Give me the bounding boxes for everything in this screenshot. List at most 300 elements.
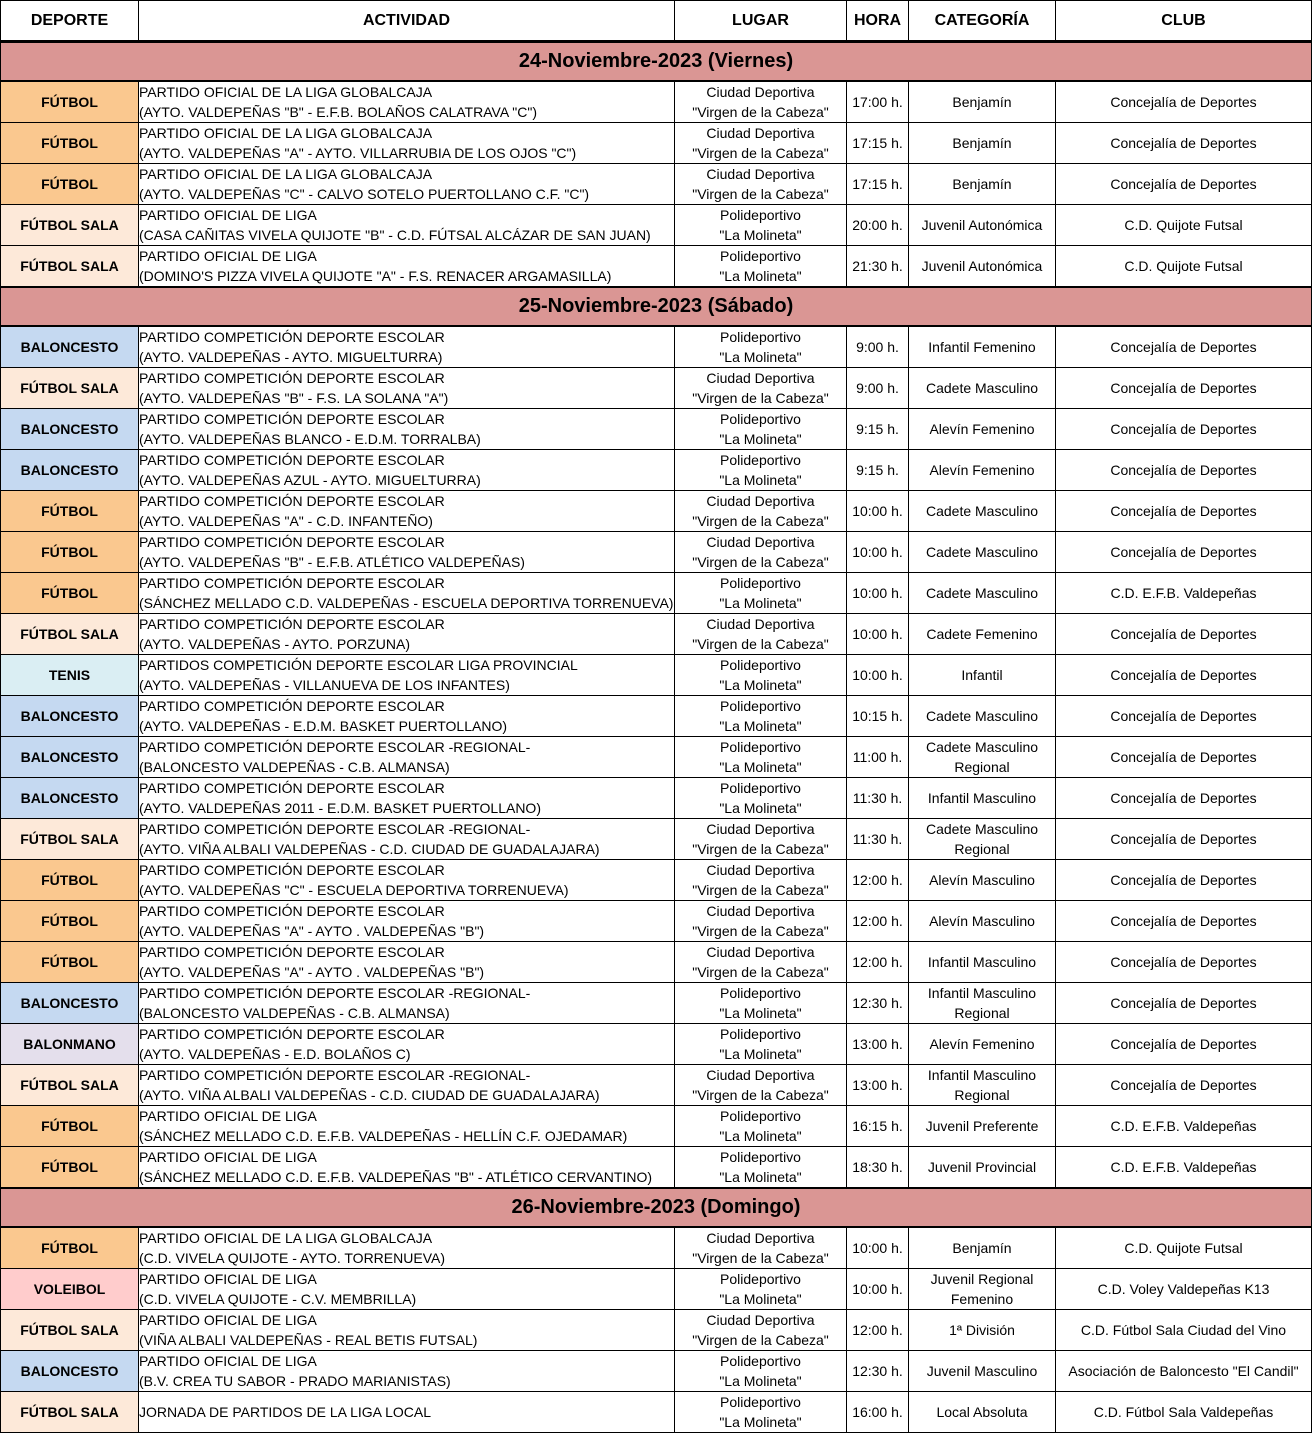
activity-line-1: PARTIDO OFICIAL DE LIGA <box>139 1271 317 1287</box>
place-line-1: Polideportivo <box>720 657 801 673</box>
place-line-2: "Virgen de la Cabeza" <box>692 841 829 857</box>
activity-line-2: (AYTO. VALDEPEÑAS 2011 - E.D.M. BASKET PUERTOLLANO) <box>139 800 541 816</box>
time-cell: 10:00 h. <box>847 1227 909 1269</box>
place-line-1: Polideportivo <box>720 575 801 591</box>
activity-cell <box>139 368 675 409</box>
activity-line-1: PARTIDO COMPETICIÓN DEPORTE ESCOLAR <box>139 780 445 796</box>
category-line-1: Benjamín <box>952 94 1012 110</box>
category-cell <box>909 614 1056 655</box>
place-line-2: "Virgen de la Cabeza" <box>692 1087 829 1103</box>
place-line-2: "Virgen de la Cabeza" <box>692 554 829 570</box>
category-cell <box>909 409 1056 450</box>
sport-cell: FÚTBOL SALA <box>1 614 139 655</box>
category-line-1: 1ª División <box>949 1322 1015 1338</box>
club-cell: Concejalía de Deportes <box>1056 123 1312 164</box>
table-row <box>1 81 1312 123</box>
activity-line-2: (AYTO. VALDEPEÑAS BLANCO - E.D.M. TORRALBA) <box>139 431 481 447</box>
activity-line-2: (BALONCESTO VALDEPEÑAS - C.B. ALMANSA) <box>139 1005 450 1021</box>
place-line-2: "Virgen de la Cabeza" <box>692 104 829 120</box>
category-cell <box>909 123 1056 164</box>
category-line-1: Juvenil Preferente <box>925 1118 1039 1134</box>
place-cell <box>675 1106 847 1147</box>
category-cell <box>909 737 1056 778</box>
place-cell <box>675 901 847 942</box>
activity-line-2: (AYTO. VALDEPEÑAS "A" - C.D. INFANTEÑO) <box>139 513 433 529</box>
place-cell <box>675 1147 847 1189</box>
table-row <box>1 573 1312 614</box>
club-cell: C.D. E.F.B. Valdepeñas <box>1056 1106 1312 1147</box>
table-row <box>1 326 1312 368</box>
category-cell <box>909 778 1056 819</box>
activity-line-1: PARTIDO COMPETICIÓN DEPORTE ESCOLAR <box>139 452 445 468</box>
activity-line-2: (AYTO. VALDEPEÑAS "C" - CALVO SOTELO PUERTOLLANO C.F. "C") <box>139 186 590 202</box>
day-title: 26-Noviembre-2023 (Domingo) <box>1 1188 1312 1227</box>
time-cell: 16:15 h. <box>847 1106 909 1147</box>
place-line-1: Polideportivo <box>720 985 801 1001</box>
category-line-2: Regional <box>954 841 1010 857</box>
place-line-1: Polideportivo <box>720 452 801 468</box>
place-line-2: "Virgen de la Cabeza" <box>692 186 829 202</box>
category-cell <box>909 696 1056 737</box>
activity-cell <box>139 450 675 491</box>
activity-cell <box>139 326 675 368</box>
club-cell: Concejalía de Deportes <box>1056 778 1312 819</box>
place-line-2: "La Molineta" <box>719 1128 802 1144</box>
header-categoria: CATEGORÍA <box>909 1 1056 42</box>
activity-line-1: PARTIDO COMPETICIÓN DEPORTE ESCOLAR <box>139 575 445 591</box>
activity-cell <box>139 1351 675 1392</box>
activity-line-2: (AYTO. VALDEPEÑAS "B" - F.S. LA SOLANA "A") <box>139 390 449 406</box>
place-line-1: Polideportivo <box>720 739 801 755</box>
activity-cell <box>139 819 675 860</box>
sport-cell: FÚTBOL <box>1 491 139 532</box>
category-cell <box>909 942 1056 983</box>
place-line-1: Polideportivo <box>720 698 801 714</box>
club-cell: Asociación de Baloncesto "El Candil" <box>1056 1351 1312 1392</box>
club-cell: Concejalía de Deportes <box>1056 326 1312 368</box>
table-row <box>1 655 1312 696</box>
club-cell: Concejalía de Deportes <box>1056 409 1312 450</box>
category-line-1: Local Absoluta <box>936 1404 1028 1420</box>
place-line-2: "La Molineta" <box>719 1005 802 1021</box>
time-cell: 18:30 h. <box>847 1147 909 1189</box>
sport-cell: FÚTBOL <box>1 1106 139 1147</box>
category-line-1: Cadete Masculino <box>925 503 1039 519</box>
activity-cell <box>139 655 675 696</box>
activity-line-1: PARTIDO COMPETICIÓN DEPORTE ESCOLAR <box>139 698 445 714</box>
place-line-2: "Virgen de la Cabeza" <box>692 1332 829 1348</box>
place-line-2: "La Molineta" <box>719 1291 802 1307</box>
category-line-1: Cadete Masculino <box>925 708 1039 724</box>
day-header-row <box>1 1188 1312 1227</box>
category-line-1: Infantil Masculino <box>927 790 1037 806</box>
table-row <box>1 860 1312 901</box>
category-line-1: Infantil Masculino <box>927 1067 1037 1083</box>
activity-cell <box>139 532 675 573</box>
activity-line-1: PARTIDO COMPETICIÓN DEPORTE ESCOLAR -REGIONAL- <box>139 985 531 1001</box>
table-row <box>1 532 1312 573</box>
activity-cell <box>139 1227 675 1269</box>
category-line-1: Benjamín <box>952 1240 1012 1256</box>
category-line-1: Cadete Femenino <box>926 626 1038 642</box>
club-cell: Concejalía de Deportes <box>1056 696 1312 737</box>
activity-line-1: PARTIDO COMPETICIÓN DEPORTE ESCOLAR <box>139 616 445 632</box>
place-line-2: "Virgen de la Cabeza" <box>692 964 829 980</box>
place-line-2: "La Molineta" <box>719 800 802 816</box>
place-line-1: Ciudad Deportiva <box>706 1312 815 1328</box>
activity-line-1: PARTIDO COMPETICIÓN DEPORTE ESCOLAR <box>139 944 445 960</box>
sport-cell: FÚTBOL SALA <box>1 819 139 860</box>
category-cell <box>909 81 1056 123</box>
category-line-1: Infantil Masculino <box>927 954 1037 970</box>
club-cell: C.D. Quijote Futsal <box>1056 246 1312 288</box>
activity-cell <box>139 1147 675 1189</box>
place-line-1: Ciudad Deportiva <box>706 862 815 878</box>
club-cell: Concejalía de Deportes <box>1056 368 1312 409</box>
category-line-1: Juvenil Autonómica <box>921 258 1043 274</box>
category-line-1: Benjamín <box>952 135 1012 151</box>
place-line-1: Polideportivo <box>720 1271 801 1287</box>
club-cell: C.D. Quijote Futsal <box>1056 1227 1312 1269</box>
category-line-1: Alevín Femenino <box>929 462 1035 478</box>
activity-cell <box>139 1269 675 1310</box>
time-cell: 9:15 h. <box>847 450 909 491</box>
day-title: 24-Noviembre-2023 (Viernes) <box>1 42 1312 82</box>
place-cell <box>675 246 847 288</box>
activity-line-1: PARTIDO COMPETICIÓN DEPORTE ESCOLAR <box>139 903 445 919</box>
place-line-1: Ciudad Deportiva <box>706 903 815 919</box>
sport-cell: FÚTBOL <box>1 942 139 983</box>
place-line-1: Ciudad Deportiva <box>706 84 815 100</box>
sport-cell: FÚTBOL <box>1 860 139 901</box>
activity-line-2: (AYTO. VALDEPEÑAS "C" - ESCUELA DEPORTIVA TORRENUEVA) <box>139 882 569 898</box>
activity-line-2: (C.D. VIVELA QUIJOTE - AYTO. TORRENUEVA) <box>139 1250 445 1266</box>
category-cell <box>909 1106 1056 1147</box>
club-cell: C.D. E.F.B. Valdepeñas <box>1056 573 1312 614</box>
activity-line-1: PARTIDO OFICIAL DE LA LIGA GLOBALCAJA <box>139 84 433 100</box>
activity-line-2: (SÁNCHEZ MELLADO C.D. E.F.B. VALDEPEÑAS - HELLÍN C.F. OJEDAMAR) <box>139 1128 628 1144</box>
category-cell <box>909 1024 1056 1065</box>
activity-cell <box>139 1024 675 1065</box>
table-row <box>1 491 1312 532</box>
category-cell <box>909 1310 1056 1351</box>
activity-line-2: (VIÑA ALBALI VALDEPEÑAS - REAL BETIS FUTSAL) <box>139 1332 478 1348</box>
category-line-1: Alevín Femenino <box>929 421 1035 437</box>
table-row <box>1 1392 1312 1433</box>
table-row <box>1 942 1312 983</box>
place-line-1: Polideportivo <box>720 1108 801 1124</box>
category-line-1: Alevín Masculino <box>929 913 1035 929</box>
table-row <box>1 450 1312 491</box>
activity-line-1: PARTIDO OFICIAL DE LIGA <box>139 1312 317 1328</box>
place-line-1: Polideportivo <box>720 1353 801 1369</box>
place-line-2: "La Molineta" <box>719 1169 802 1185</box>
category-cell <box>909 246 1056 288</box>
activity-cell <box>139 81 675 123</box>
place-cell <box>675 655 847 696</box>
place-cell <box>675 1392 847 1433</box>
place-cell <box>675 450 847 491</box>
place-line-2: "La Molineta" <box>719 268 802 284</box>
activity-line-2: (AYTO. VIÑA ALBALI VALDEPEÑAS - C.D. CIUDAD DE GUADALAJARA) <box>139 841 600 857</box>
club-cell: Concejalía de Deportes <box>1056 819 1312 860</box>
activity-line-1: PARTIDO COMPETICIÓN DEPORTE ESCOLAR -REGIONAL- <box>139 821 531 837</box>
place-cell <box>675 1269 847 1310</box>
time-cell: 11:30 h. <box>847 819 909 860</box>
schedule-body <box>1 42 1312 1433</box>
time-cell: 10:00 h. <box>847 1269 909 1310</box>
activity-line-2: (AYTO. VALDEPEÑAS "A" - AYTO . VALDEPEÑAS "B") <box>139 923 485 939</box>
time-cell: 12:00 h. <box>847 942 909 983</box>
activity-line-1: PARTIDO OFICIAL DE LA LIGA GLOBALCAJA <box>139 1230 433 1246</box>
sport-cell: BALONCESTO <box>1 696 139 737</box>
place-cell <box>675 1024 847 1065</box>
place-line-2: "La Molineta" <box>719 431 802 447</box>
sport-cell: BALONMANO <box>1 1024 139 1065</box>
time-cell: 11:30 h. <box>847 778 909 819</box>
activity-line-2: (AYTO. VALDEPEÑAS - VILLANUEVA DE LOS INFANTES) <box>139 677 510 693</box>
place-cell <box>675 205 847 246</box>
activity-line-2: (B.V. CREA TU SABOR - PRADO MARIANISTAS) <box>139 1373 451 1389</box>
time-cell: 9:00 h. <box>847 368 909 409</box>
time-cell: 10:00 h. <box>847 614 909 655</box>
place-line-1: Polideportivo <box>720 411 801 427</box>
activity-line-2: (SÁNCHEZ MELLADO C.D. VALDEPEÑAS - ESCUELA DEPORTIVA TORRENUEVA) <box>139 595 674 611</box>
time-cell: 16:00 h. <box>847 1392 909 1433</box>
place-line-2: "Virgen de la Cabeza" <box>692 145 829 161</box>
category-line-1: Cadete Masculino <box>925 739 1039 755</box>
time-cell: 10:00 h. <box>847 655 909 696</box>
day-title: 25-Noviembre-2023 (Sábado) <box>1 287 1312 326</box>
category-cell <box>909 655 1056 696</box>
header-club: CLUB <box>1056 1 1312 42</box>
activity-cell <box>139 737 675 778</box>
activity-line-2: (AYTO. VALDEPEÑAS "A" - AYTO. VILLARRUBIA DE LOS OJOS "C") <box>139 145 577 161</box>
activity-line-2: (AYTO. VALDEPEÑAS - AYTO. MIGUELTURRA) <box>139 349 443 365</box>
club-cell: C.D. Voley Valdepeñas K13 <box>1056 1269 1312 1310</box>
place-line-2: "Virgen de la Cabeza" <box>692 923 829 939</box>
activity-cell <box>139 1392 675 1433</box>
club-cell: C.D. Quijote Futsal <box>1056 205 1312 246</box>
table-row <box>1 1269 1312 1310</box>
club-cell: Concejalía de Deportes <box>1056 983 1312 1024</box>
place-cell <box>675 983 847 1024</box>
category-cell <box>909 491 1056 532</box>
place-line-1: Polideportivo <box>720 248 801 264</box>
club-cell: Concejalía de Deportes <box>1056 450 1312 491</box>
place-line-2: "La Molineta" <box>719 227 802 243</box>
category-cell <box>909 532 1056 573</box>
time-cell: 12:00 h. <box>847 860 909 901</box>
place-cell <box>675 81 847 123</box>
activity-line-1: PARTIDO COMPETICIÓN DEPORTE ESCOLAR <box>139 862 445 878</box>
place-line-1: Ciudad Deportiva <box>706 616 815 632</box>
time-cell: 10:00 h. <box>847 491 909 532</box>
place-line-1: Ciudad Deportiva <box>706 493 815 509</box>
activity-cell <box>139 246 675 288</box>
place-line-1: Polideportivo <box>720 329 801 345</box>
activity-line-2: (SÁNCHEZ MELLADO C.D. E.F.B. VALDEPEÑAS "B" - ATLÉTICO CERVANTINO) <box>139 1169 653 1185</box>
category-cell <box>909 326 1056 368</box>
club-cell: C.D. Fútbol Sala Valdepeñas <box>1056 1392 1312 1433</box>
sport-cell: BALONCESTO <box>1 326 139 368</box>
category-cell <box>909 983 1056 1024</box>
place-cell <box>675 1227 847 1269</box>
activity-line-1: PARTIDO OFICIAL DE LIGA <box>139 1149 317 1165</box>
place-line-2: "Virgen de la Cabeza" <box>692 1250 829 1266</box>
table-row <box>1 409 1312 450</box>
category-cell <box>909 205 1056 246</box>
club-cell: Concejalía de Deportes <box>1056 655 1312 696</box>
place-cell <box>675 1351 847 1392</box>
activity-cell <box>139 778 675 819</box>
activity-line-1: PARTIDO OFICIAL DE LIGA <box>139 248 317 264</box>
activity-cell <box>139 1106 675 1147</box>
table-row <box>1 1351 1312 1392</box>
sport-cell: FÚTBOL SALA <box>1 368 139 409</box>
club-cell: Concejalía de Deportes <box>1056 737 1312 778</box>
place-cell <box>675 164 847 205</box>
header-row <box>1 1 1312 42</box>
table-row <box>1 1106 1312 1147</box>
activity-line-1: PARTIDO OFICIAL DE LIGA <box>139 1353 317 1369</box>
table-row <box>1 1065 1312 1106</box>
place-line-2: "Virgen de la Cabeza" <box>692 390 829 406</box>
category-cell <box>909 1065 1056 1106</box>
club-cell: Concejalía de Deportes <box>1056 1024 1312 1065</box>
place-cell <box>675 409 847 450</box>
time-cell: 10:00 h. <box>847 573 909 614</box>
place-line-2: "La Molineta" <box>719 595 802 611</box>
category-line-1: Alevín Femenino <box>929 1036 1035 1052</box>
place-cell <box>675 942 847 983</box>
activity-line-1: PARTIDO COMPETICIÓN DEPORTE ESCOLAR -REGIONAL- <box>139 739 531 755</box>
activity-cell <box>139 1065 675 1106</box>
activity-cell <box>139 573 675 614</box>
time-cell: 11:00 h. <box>847 737 909 778</box>
activity-line-1: PARTIDO OFICIAL DE LIGA <box>139 1108 317 1124</box>
table-row <box>1 123 1312 164</box>
sport-cell: FÚTBOL SALA <box>1 205 139 246</box>
sport-cell: FÚTBOL SALA <box>1 246 139 288</box>
category-line-1: Cadete Masculino <box>925 380 1039 396</box>
header-hora: HORA <box>847 1 909 42</box>
table-row <box>1 164 1312 205</box>
place-cell <box>675 491 847 532</box>
time-cell: 13:00 h. <box>847 1065 909 1106</box>
activity-line-1: PARTIDO COMPETICIÓN DEPORTE ESCOLAR -REGIONAL- <box>139 1067 531 1083</box>
category-line-2: Regional <box>954 1087 1010 1103</box>
table-row <box>1 614 1312 655</box>
activity-line-1: PARTIDO COMPETICIÓN DEPORTE ESCOLAR <box>139 1026 445 1042</box>
club-cell: Concejalía de Deportes <box>1056 901 1312 942</box>
activity-cell <box>139 942 675 983</box>
place-line-1: Ciudad Deportiva <box>706 166 815 182</box>
sport-cell: TENIS <box>1 655 139 696</box>
sport-cell: FÚTBOL <box>1 901 139 942</box>
activity-cell <box>139 205 675 246</box>
place-line-2: "La Molineta" <box>719 349 802 365</box>
category-line-2: Femenino <box>950 1291 1014 1307</box>
activity-cell <box>139 860 675 901</box>
activity-line-2: (AYTO. VALDEPEÑAS - AYTO. PORZUNA) <box>139 636 410 652</box>
category-line-1: Juvenil Autonómica <box>921 217 1043 233</box>
table-row <box>1 205 1312 246</box>
activity-line-2: (CASA CAÑITAS VIVELA QUIJOTE "B" - C.D. FÚTSAL ALCÁZAR DE SAN JUAN) <box>139 227 651 243</box>
sport-cell: FÚTBOL <box>1 1147 139 1189</box>
activity-cell <box>139 614 675 655</box>
place-cell <box>675 1065 847 1106</box>
activity-line-2: (AYTO. VALDEPEÑAS - E.D. BOLAÑOS C) <box>139 1046 411 1062</box>
table-row <box>1 1310 1312 1351</box>
place-cell <box>675 819 847 860</box>
header-deporte: DEPORTE <box>1 1 139 42</box>
club-cell: Concejalía de Deportes <box>1056 532 1312 573</box>
place-cell <box>675 532 847 573</box>
activity-line-2: (C.D. VIVELA QUIJOTE - C.V. MEMBRILLA) <box>139 1291 417 1307</box>
category-line-1: Cadete Masculino <box>925 821 1039 837</box>
place-cell <box>675 778 847 819</box>
category-line-1: Cadete Masculino <box>925 544 1039 560</box>
time-cell: 21:30 h. <box>847 246 909 288</box>
time-cell: 9:00 h. <box>847 326 909 368</box>
activity-line-1: PARTIDO COMPETICIÓN DEPORTE ESCOLAR <box>139 411 445 427</box>
time-cell: 12:00 h. <box>847 1310 909 1351</box>
sport-cell: FÚTBOL SALA <box>1 1310 139 1351</box>
category-line-1: Cadete Masculino <box>925 585 1039 601</box>
place-line-1: Polideportivo <box>720 1026 801 1042</box>
table-row <box>1 778 1312 819</box>
category-cell <box>909 860 1056 901</box>
activity-cell <box>139 983 675 1024</box>
activity-line-2: (AYTO. VALDEPEÑAS "B" - E.F.B. ATLÉTICO VALDEPEÑAS) <box>139 554 525 570</box>
place-line-1: Ciudad Deportiva <box>706 125 815 141</box>
place-line-1: Ciudad Deportiva <box>706 821 815 837</box>
table-row <box>1 368 1312 409</box>
sport-cell: BALONCESTO <box>1 450 139 491</box>
activity-line-2: (AYTO. VALDEPEÑAS "B" - E.F.B. BOLAÑOS CALATRAVA "C") <box>139 104 537 120</box>
table-row <box>1 1147 1312 1189</box>
activity-cell <box>139 491 675 532</box>
activity-cell <box>139 1310 675 1351</box>
sport-cell: FÚTBOL <box>1 81 139 123</box>
category-line-1: Infantil <box>961 667 1003 683</box>
activity-line-1: PARTIDO COMPETICIÓN DEPORTE ESCOLAR <box>139 534 445 550</box>
time-cell: 13:00 h. <box>847 1024 909 1065</box>
club-cell: Concejalía de Deportes <box>1056 614 1312 655</box>
category-cell <box>909 1269 1056 1310</box>
table-row <box>1 1227 1312 1269</box>
club-cell: Concejalía de Deportes <box>1056 1065 1312 1106</box>
category-cell <box>909 164 1056 205</box>
category-line-1: Benjamín <box>952 176 1012 192</box>
sport-cell: FÚTBOL SALA <box>1 1065 139 1106</box>
activity-line-2: (AYTO. VALDEPEÑAS "A" - AYTO . VALDEPEÑAS "B") <box>139 964 485 980</box>
place-line-2: "La Molineta" <box>719 1373 802 1389</box>
activity-line-1: JORNADA DE PARTIDOS DE LA LIGA LOCAL <box>139 1404 432 1420</box>
club-cell: Concejalía de Deportes <box>1056 81 1312 123</box>
place-line-1: Ciudad Deportiva <box>706 1230 815 1246</box>
place-line-2: "La Molineta" <box>719 472 802 488</box>
time-cell: 9:15 h. <box>847 409 909 450</box>
sport-cell: FÚTBOL <box>1 573 139 614</box>
club-cell: Concejalía de Deportes <box>1056 164 1312 205</box>
activity-line-2: (DOMINO'S PIZZA VIVELA QUIJOTE "A" - F.S. RENACER ARGAMASILLA) <box>139 268 612 284</box>
category-cell <box>909 1392 1056 1433</box>
time-cell: 17:15 h. <box>847 164 909 205</box>
time-cell: 12:00 h. <box>847 901 909 942</box>
time-cell: 17:00 h. <box>847 81 909 123</box>
